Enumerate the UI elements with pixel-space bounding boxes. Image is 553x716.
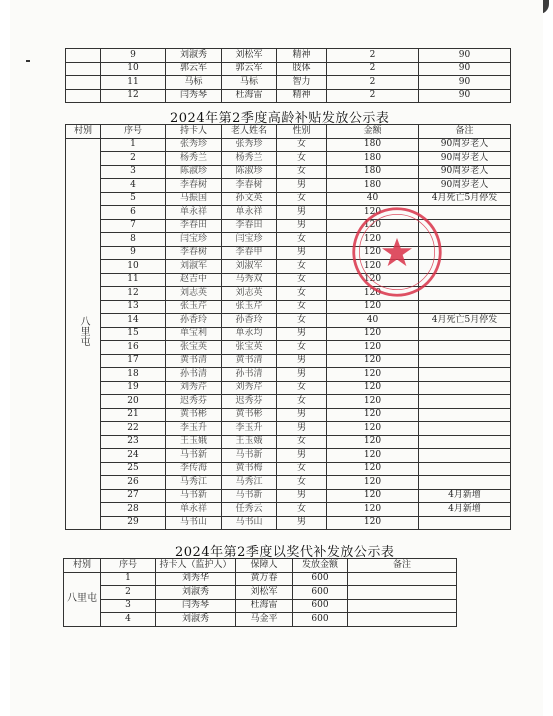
table-cell bbox=[348, 586, 457, 600]
table-cell: 男 bbox=[277, 489, 327, 503]
village-cell-empty bbox=[66, 62, 101, 76]
table-cell: 10 bbox=[101, 62, 166, 76]
table-cell: 赵吉中 bbox=[166, 273, 222, 287]
table-cell: 13 bbox=[101, 300, 166, 314]
table-cell: 180 bbox=[327, 138, 419, 152]
table-cell: 马书山 bbox=[222, 516, 277, 530]
table-cell: 女 bbox=[277, 300, 327, 314]
table-cell bbox=[419, 327, 511, 341]
table-cell: 李玉升 bbox=[222, 422, 277, 436]
table-cell: 男 bbox=[277, 516, 327, 530]
column-header: 备注 bbox=[348, 559, 457, 573]
table-cell: 120 bbox=[327, 476, 419, 490]
table-cell: 闫秀琴 bbox=[156, 599, 236, 613]
table-cell: 智力 bbox=[277, 76, 327, 90]
table-cell: 2 bbox=[327, 49, 419, 63]
table-row bbox=[66, 300, 511, 314]
table-cell: 90 bbox=[419, 76, 511, 90]
table-row bbox=[66, 408, 511, 422]
table-cell: 黄书彬 bbox=[166, 408, 222, 422]
table-cell: 男 bbox=[277, 422, 327, 436]
table-cell: 女 bbox=[277, 260, 327, 274]
table-cell: 120 bbox=[327, 341, 419, 355]
table-cell: 孙文英 bbox=[222, 192, 277, 206]
table-cell: 男 bbox=[277, 368, 327, 382]
table-row bbox=[66, 192, 511, 206]
table-cell: 4月死亡5月停发 bbox=[419, 192, 511, 206]
elderly-table-title: 2024年第2季度高龄补贴发放公示表 bbox=[170, 111, 390, 126]
table-row bbox=[66, 503, 511, 517]
table-cell: 刘淑军 bbox=[222, 260, 277, 274]
table-cell: 120 bbox=[327, 381, 419, 395]
table-cell: 张宝英 bbox=[222, 341, 277, 355]
table-cell: 刘志英 bbox=[166, 287, 222, 301]
table-cell: 张宝英 bbox=[166, 341, 222, 355]
table-row bbox=[66, 165, 511, 179]
table-cell: 120 bbox=[327, 368, 419, 382]
table-cell: 孙香玲 bbox=[222, 314, 277, 328]
table-cell: 女 bbox=[277, 435, 327, 449]
table-cell: 2 bbox=[101, 152, 166, 166]
table-cell: 单永祥 bbox=[166, 503, 222, 517]
table-row bbox=[66, 368, 511, 382]
column-header: 金额 bbox=[327, 125, 419, 139]
table-cell: 单永祥 bbox=[166, 206, 222, 220]
table-row bbox=[66, 462, 511, 476]
table-row bbox=[64, 599, 457, 613]
table-cell: 120 bbox=[327, 503, 419, 517]
table-row bbox=[66, 179, 511, 193]
column-header: 保障人 bbox=[236, 559, 293, 573]
table-cell: 11 bbox=[101, 273, 166, 287]
table-cell: 郭云军 bbox=[166, 62, 222, 76]
table-row bbox=[66, 395, 511, 409]
table-cell: 黄书梅 bbox=[222, 462, 277, 476]
table-row bbox=[66, 206, 511, 220]
table-cell: 26 bbox=[101, 476, 166, 490]
table-row bbox=[66, 62, 511, 76]
table-cell: 120 bbox=[327, 408, 419, 422]
table-cell: 单宝利 bbox=[166, 327, 222, 341]
table-row bbox=[66, 273, 511, 287]
table-cell: 22 bbox=[101, 422, 166, 436]
table-cell: 李春田 bbox=[222, 219, 277, 233]
table-cell: 16 bbox=[101, 341, 166, 355]
table-row bbox=[66, 354, 511, 368]
table-cell: 男 bbox=[277, 246, 327, 260]
table-row bbox=[66, 381, 511, 395]
table-cell: 刘秀芹 bbox=[166, 381, 222, 395]
table-cell: 迟秀芬 bbox=[166, 395, 222, 409]
table-cell: 杨秀兰 bbox=[166, 152, 222, 166]
table-cell: 刘松军 bbox=[236, 586, 293, 600]
table-cell: 女 bbox=[277, 192, 327, 206]
table-cell: 120 bbox=[327, 273, 419, 287]
table-row bbox=[66, 516, 511, 530]
table-cell: 2 bbox=[101, 586, 156, 600]
table-cell: 120 bbox=[327, 219, 419, 233]
table-cell: 马秀江 bbox=[222, 476, 277, 490]
table-cell: 张秀珍 bbox=[222, 138, 277, 152]
table-row bbox=[66, 489, 511, 503]
table-cell bbox=[419, 435, 511, 449]
table-cell: 4 bbox=[101, 613, 156, 627]
column-header: 发放金额 bbox=[293, 559, 348, 573]
table-cell: 90 bbox=[419, 49, 511, 63]
table-cell: 120 bbox=[327, 435, 419, 449]
table-cell: 李传海 bbox=[166, 462, 222, 476]
table-cell: 8 bbox=[101, 233, 166, 247]
table-cell: 闫宝珍 bbox=[222, 233, 277, 247]
table-cell: 17 bbox=[101, 354, 166, 368]
table-cell: 9 bbox=[101, 49, 166, 63]
table-cell: 任秀云 bbox=[222, 503, 277, 517]
table-cell: 张玉芹 bbox=[166, 300, 222, 314]
table-cell: 刘志英 bbox=[222, 287, 277, 301]
table-cell: 黄书清 bbox=[222, 354, 277, 368]
table-cell: 黄书彬 bbox=[222, 408, 277, 422]
table-cell: 张秀珍 bbox=[166, 138, 222, 152]
table-cell: 120 bbox=[327, 354, 419, 368]
table-cell: 男 bbox=[277, 219, 327, 233]
table-cell bbox=[419, 516, 511, 530]
table-cell: 女 bbox=[277, 503, 327, 517]
column-header: 序号 bbox=[101, 125, 166, 139]
table-cell: 120 bbox=[327, 233, 419, 247]
table-cell: 男 bbox=[277, 206, 327, 220]
table-cell: 女 bbox=[277, 314, 327, 328]
table-cell: 杜海雷 bbox=[222, 89, 277, 103]
table-cell: 马标 bbox=[222, 76, 277, 90]
table-cell: 孙书清 bbox=[222, 368, 277, 382]
table-cell: 90周岁老人 bbox=[419, 138, 511, 152]
table-cell: 女 bbox=[277, 233, 327, 247]
table-cell: 9 bbox=[101, 246, 166, 260]
village-cell-empty bbox=[66, 76, 101, 90]
table-row bbox=[66, 341, 511, 355]
table-cell: 90 bbox=[419, 62, 511, 76]
table-cell bbox=[419, 422, 511, 436]
table-cell: 马书新 bbox=[166, 449, 222, 463]
table-cell: 陈淑珍 bbox=[166, 165, 222, 179]
column-header: 老人姓名 bbox=[222, 125, 277, 139]
table-cell bbox=[419, 206, 511, 220]
table-cell: 男 bbox=[277, 179, 327, 193]
table-cell: 马秀江 bbox=[166, 476, 222, 490]
table-cell: 11 bbox=[101, 76, 166, 90]
table-cell: 29 bbox=[101, 516, 166, 530]
table-cell: 女 bbox=[277, 395, 327, 409]
table-cell bbox=[348, 572, 457, 586]
table-cell: 120 bbox=[327, 489, 419, 503]
table-cell: 男 bbox=[277, 449, 327, 463]
table-cell: 杨秀兰 bbox=[222, 152, 277, 166]
table-row bbox=[64, 572, 457, 586]
table-cell: 27 bbox=[101, 489, 166, 503]
table-cell: 120 bbox=[327, 516, 419, 530]
table-cell: 6 bbox=[101, 206, 166, 220]
table-cell: 马书新 bbox=[166, 489, 222, 503]
table-cell: 郭云军 bbox=[222, 62, 277, 76]
table-cell: 120 bbox=[327, 462, 419, 476]
reward-table-title: 2024年第2季度以奖代补发放公示表 bbox=[175, 545, 395, 560]
table-row bbox=[66, 76, 511, 90]
table-cell: 女 bbox=[277, 381, 327, 395]
table-cell: 90周岁老人 bbox=[419, 179, 511, 193]
column-header: 村别 bbox=[66, 125, 101, 139]
table-cell: 12 bbox=[101, 89, 166, 103]
table-cell: 120 bbox=[327, 206, 419, 220]
village-name: 八里屯 bbox=[78, 315, 89, 346]
table-cell: 4 bbox=[101, 179, 166, 193]
table-cell: 刘淑秀 bbox=[156, 613, 236, 627]
table-cell: 女 bbox=[277, 287, 327, 301]
column-header: 持卡人 bbox=[166, 125, 222, 139]
table-cell: 4月新增 bbox=[419, 503, 511, 517]
table-row bbox=[66, 287, 511, 301]
table-row bbox=[66, 233, 511, 247]
table-cell: 女 bbox=[277, 462, 327, 476]
margin-mark bbox=[26, 60, 30, 62]
table-cell: 12 bbox=[101, 287, 166, 301]
table-row bbox=[66, 476, 511, 490]
table-cell bbox=[419, 260, 511, 274]
table-row bbox=[66, 138, 511, 152]
table-cell: 闫宝珍 bbox=[166, 233, 222, 247]
table-cell bbox=[419, 476, 511, 490]
table-cell: 男 bbox=[277, 327, 327, 341]
table-cell: 精神 bbox=[277, 89, 327, 103]
table-cell bbox=[419, 381, 511, 395]
table-cell: 20 bbox=[101, 395, 166, 409]
table-cell: 马书新 bbox=[222, 489, 277, 503]
table-cell: 女 bbox=[277, 165, 327, 179]
table-cell: 600 bbox=[293, 599, 348, 613]
table-cell bbox=[348, 599, 457, 613]
village-name-cell: 八里屯 bbox=[64, 572, 101, 626]
table-cell: 90 bbox=[419, 89, 511, 103]
table-row bbox=[66, 219, 511, 233]
table-cell: 90周岁老人 bbox=[419, 152, 511, 166]
table-cell bbox=[419, 341, 511, 355]
table-row bbox=[66, 449, 511, 463]
table-cell: 刘淑秀 bbox=[156, 586, 236, 600]
table-cell: 120 bbox=[327, 449, 419, 463]
table-row bbox=[66, 422, 511, 436]
table-cell: 女 bbox=[277, 273, 327, 287]
table-cell bbox=[419, 219, 511, 233]
table-cell: 3 bbox=[101, 165, 166, 179]
table-cell: 40 bbox=[327, 192, 419, 206]
elderly-subsidy-table bbox=[65, 124, 511, 530]
table-cell: 600 bbox=[293, 572, 348, 586]
table-cell bbox=[419, 395, 511, 409]
table-cell: 女 bbox=[277, 341, 327, 355]
column-header: 备注 bbox=[419, 125, 511, 139]
table-cell: 李玉升 bbox=[166, 422, 222, 436]
table-cell bbox=[419, 354, 511, 368]
table-cell: 迟秀芬 bbox=[222, 395, 277, 409]
table-cell: 马秀双 bbox=[222, 273, 277, 287]
village-cell-empty bbox=[66, 89, 101, 103]
table-row bbox=[66, 314, 511, 328]
reward-subsidy-table bbox=[63, 558, 457, 627]
table-cell: 14 bbox=[101, 314, 166, 328]
table-cell: 李春甲 bbox=[222, 246, 277, 260]
table-cell: 刘秀华 bbox=[156, 572, 236, 586]
table-cell bbox=[419, 300, 511, 314]
table-cell bbox=[419, 449, 511, 463]
village-name-cell bbox=[66, 138, 101, 530]
column-header: 性别 bbox=[277, 125, 327, 139]
table-cell: 孙书清 bbox=[166, 368, 222, 382]
column-header: 村别 bbox=[64, 559, 101, 573]
table-cell: 女 bbox=[277, 476, 327, 490]
table-cell: 2 bbox=[327, 62, 419, 76]
table-cell: 600 bbox=[293, 613, 348, 627]
table-cell bbox=[419, 408, 511, 422]
table-cell: 19 bbox=[101, 381, 166, 395]
table-cell bbox=[419, 287, 511, 301]
table-cell: 180 bbox=[327, 179, 419, 193]
table-cell: 李春树 bbox=[222, 179, 277, 193]
table-cell: 120 bbox=[327, 287, 419, 301]
table-cell: 120 bbox=[327, 422, 419, 436]
table-cell bbox=[419, 233, 511, 247]
table-cell: 90周岁老人 bbox=[419, 165, 511, 179]
table-cell: 28 bbox=[101, 503, 166, 517]
table-cell: 15 bbox=[101, 327, 166, 341]
table-cell: 男 bbox=[277, 408, 327, 422]
table-cell: 陈淑珍 bbox=[222, 165, 277, 179]
column-header: 序号 bbox=[101, 559, 156, 573]
table-cell: 杜海雷 bbox=[236, 599, 293, 613]
table-row bbox=[66, 49, 511, 63]
table-cell: 黄书清 bbox=[166, 354, 222, 368]
table-cell: 4月新增 bbox=[419, 489, 511, 503]
table-cell: 5 bbox=[101, 192, 166, 206]
table-row bbox=[66, 246, 511, 260]
table-cell: 女 bbox=[277, 138, 327, 152]
table-cell: 3 bbox=[101, 599, 156, 613]
table-cell: 王玉娥 bbox=[166, 435, 222, 449]
table-cell: 180 bbox=[327, 165, 419, 179]
table-cell: 李春树 bbox=[166, 246, 222, 260]
table-cell: 马标 bbox=[166, 76, 222, 90]
table-cell bbox=[419, 462, 511, 476]
table-row bbox=[66, 89, 511, 103]
table-cell: 120 bbox=[327, 327, 419, 341]
table-row bbox=[66, 327, 511, 341]
table-cell: 1 bbox=[101, 138, 166, 152]
table-cell: 刘淑秀 bbox=[166, 49, 222, 63]
disability-table-continued bbox=[65, 48, 511, 103]
table-cell: 刘淑军 bbox=[166, 260, 222, 274]
table-cell: 李春树 bbox=[166, 179, 222, 193]
table-cell: 孙香玲 bbox=[166, 314, 222, 328]
column-header: 持卡人（监护人） bbox=[156, 559, 236, 573]
table-cell: 马金平 bbox=[236, 613, 293, 627]
table-cell: 男 bbox=[277, 354, 327, 368]
table-cell: 肢体 bbox=[277, 62, 327, 76]
table-cell: 120 bbox=[327, 395, 419, 409]
table-cell: 7 bbox=[101, 219, 166, 233]
table-cell: 王玉娥 bbox=[222, 435, 277, 449]
table-row bbox=[64, 613, 457, 627]
table-cell: 单永祥 bbox=[222, 206, 277, 220]
table-cell: 4月死亡5月停发 bbox=[419, 314, 511, 328]
table-cell: 马书山 bbox=[166, 516, 222, 530]
table-cell: 21 bbox=[101, 408, 166, 422]
table-cell: 精神 bbox=[277, 49, 327, 63]
table-cell: 2 bbox=[327, 89, 419, 103]
table-cell: 10 bbox=[101, 260, 166, 274]
table-cell: 600 bbox=[293, 586, 348, 600]
table-cell: 马振国 bbox=[166, 192, 222, 206]
village-cell-empty bbox=[66, 49, 101, 63]
table-cell: 2 bbox=[327, 76, 419, 90]
table-cell: 马书新 bbox=[222, 449, 277, 463]
table-row bbox=[66, 435, 511, 449]
table-cell: 女 bbox=[277, 152, 327, 166]
table-cell: 120 bbox=[327, 260, 419, 274]
table-cell bbox=[348, 613, 457, 627]
table-cell: 闫秀琴 bbox=[166, 89, 222, 103]
table-row bbox=[64, 586, 457, 600]
table-cell bbox=[419, 246, 511, 260]
table-cell: 23 bbox=[101, 435, 166, 449]
table-row bbox=[66, 152, 511, 166]
table-cell: 刘松军 bbox=[222, 49, 277, 63]
table-cell bbox=[419, 273, 511, 287]
table-cell: 120 bbox=[327, 300, 419, 314]
table-cell: 25 bbox=[101, 462, 166, 476]
table-cell: 24 bbox=[101, 449, 166, 463]
table-cell: 张玉芹 bbox=[222, 300, 277, 314]
table-cell: 120 bbox=[327, 246, 419, 260]
table-cell: 40 bbox=[327, 314, 419, 328]
table-cell: 180 bbox=[327, 152, 419, 166]
table-cell: 1 bbox=[101, 572, 156, 586]
table-row bbox=[66, 260, 511, 274]
table-cell: 刘秀芹 bbox=[222, 381, 277, 395]
table-cell: 李春田 bbox=[166, 219, 222, 233]
document-page bbox=[10, 0, 543, 716]
table-cell: 18 bbox=[101, 368, 166, 382]
table-cell: 单永均 bbox=[222, 327, 277, 341]
table-cell bbox=[419, 368, 511, 382]
table-cell: 黄万春 bbox=[236, 572, 293, 586]
